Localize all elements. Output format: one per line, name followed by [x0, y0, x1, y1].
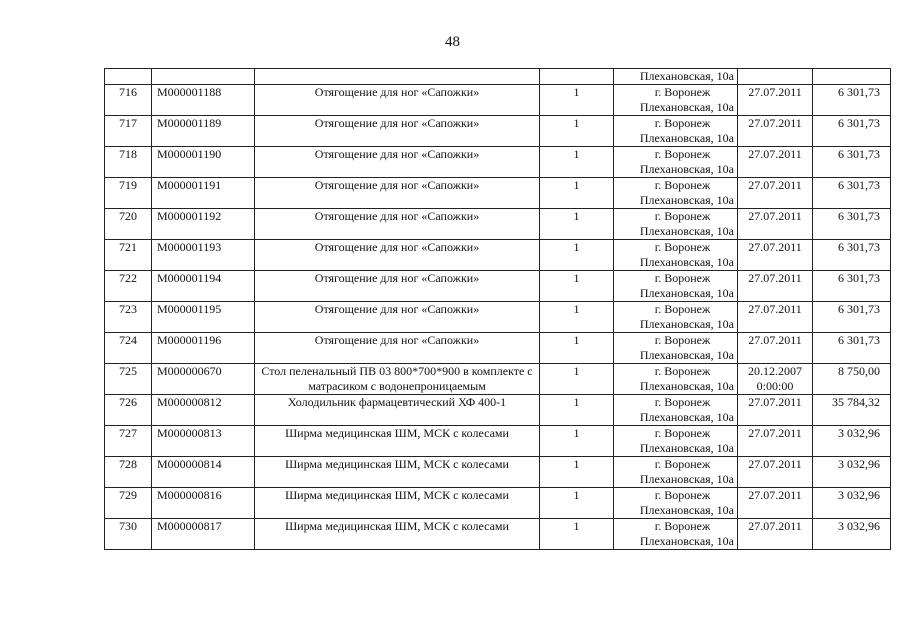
- inventory-table: [104, 68, 891, 550]
- date-value: 27.07.2011: [748, 302, 802, 316]
- date-value: 27.07.2011: [748, 209, 802, 223]
- table-row: [105, 519, 891, 550]
- inventory-table-body: [105, 69, 891, 550]
- table-row: [105, 178, 891, 209]
- address-city: г. Воронеж: [654, 426, 711, 440]
- address-street: Плехановская, 10а: [639, 317, 734, 331]
- table-row: [105, 147, 891, 178]
- cell-sum: 6 301,73: [813, 178, 891, 209]
- cell-sum: 6 301,73: [813, 85, 891, 116]
- date-value: 27.07.2011: [748, 395, 802, 409]
- address-street: Плехановская, 10а: [639, 441, 734, 455]
- address-city: г. Воронеж: [654, 209, 711, 223]
- table-row: [105, 302, 891, 333]
- cell-date: [738, 333, 813, 364]
- cell-sum: 6 301,73: [813, 333, 891, 364]
- cell-address: [614, 426, 738, 457]
- cell-sum: 3 032,96: [813, 426, 891, 457]
- cell-qty: [540, 69, 614, 85]
- date-time: 0:00:00: [756, 379, 794, 393]
- cell-address: [614, 519, 738, 550]
- date-value: 27.07.2011: [748, 457, 802, 471]
- cell-name: Отягощение для ног «Сапожки»: [255, 240, 540, 271]
- table-row: [105, 271, 891, 302]
- cell-sum: 35 784,32: [813, 395, 891, 426]
- cell-code: М000001191: [152, 178, 255, 209]
- cell-code: М000000670: [152, 364, 255, 395]
- cell-sum: 3 032,96: [813, 457, 891, 488]
- cell-qty: 1: [540, 116, 614, 147]
- cell-address: [614, 85, 738, 116]
- date-value: 27.07.2011: [748, 85, 802, 99]
- cell-sum: [813, 69, 891, 85]
- date-value: 27.07.2011: [748, 426, 802, 440]
- cell-qty: 1: [540, 302, 614, 333]
- address-city: г. Воронеж: [654, 395, 711, 409]
- cell-sum: 6 301,73: [813, 209, 891, 240]
- cell-qty: 1: [540, 364, 614, 395]
- cell-address: [614, 457, 738, 488]
- cell-qty: 1: [540, 457, 614, 488]
- cell-qty: 1: [540, 395, 614, 426]
- date-value: 27.07.2011: [748, 147, 802, 161]
- cell-name: Отягощение для ног «Сапожки»: [255, 271, 540, 302]
- cell-num: 728: [105, 457, 152, 488]
- cell-num: [105, 69, 152, 85]
- table-row: [105, 116, 891, 147]
- cell-num: 716: [105, 85, 152, 116]
- cell-num: 722: [105, 271, 152, 302]
- cell-address: [614, 302, 738, 333]
- cell-date: [738, 147, 813, 178]
- date-value: 27.07.2011: [748, 240, 802, 254]
- cell-date: [738, 519, 813, 550]
- cell-qty: 1: [540, 240, 614, 271]
- cell-address: [614, 147, 738, 178]
- cell-date: [738, 85, 813, 116]
- address-city: г. Воронеж: [654, 85, 711, 99]
- cell-num: 720: [105, 209, 152, 240]
- cell-address: [614, 209, 738, 240]
- cell-date: [738, 178, 813, 209]
- address-city: г. Воронеж: [654, 178, 711, 192]
- cell-address: [614, 240, 738, 271]
- address-street: Плехановская, 10а: [639, 100, 734, 114]
- cell-name: Ширма медицинская ШМ, МСК с колесами: [255, 519, 540, 550]
- cell-code: М000001195: [152, 302, 255, 333]
- cell-name: Стол пеленальный ПВ 03 800*700*900 в комплекте с матрасиком с водонепроницаемым: [255, 364, 540, 395]
- cell-qty: 1: [540, 519, 614, 550]
- cell-date: [738, 457, 813, 488]
- cell-address: Плехановская, 10а: [614, 69, 738, 85]
- cell-num: 730: [105, 519, 152, 550]
- cell-num: 723: [105, 302, 152, 333]
- table-row: [105, 395, 891, 426]
- cell-sum: 3 032,96: [813, 488, 891, 519]
- cell-name: Отягощение для ног «Сапожки»: [255, 85, 540, 116]
- cell-code: М000001189: [152, 116, 255, 147]
- cell-code: М000001196: [152, 333, 255, 364]
- cell-code: М000001194: [152, 271, 255, 302]
- cell-date: [738, 271, 813, 302]
- address-city: г. Воронеж: [654, 271, 711, 285]
- table-row: [105, 364, 891, 395]
- cell-date: [738, 209, 813, 240]
- cell-num: 718: [105, 147, 152, 178]
- address-street: Плехановская, 10а: [639, 255, 734, 269]
- address-street: Плехановская, 10а: [639, 193, 734, 207]
- cell-num: 729: [105, 488, 152, 519]
- cell-name: Отягощение для ног «Сапожки»: [255, 209, 540, 240]
- cell-qty: 1: [540, 333, 614, 364]
- address-city: г. Воронеж: [654, 519, 711, 533]
- address-city: г. Воронеж: [654, 333, 711, 347]
- address-city: г. Воронеж: [654, 488, 711, 502]
- cell-name: Ширма медицинская ШМ, МСК с колесами: [255, 457, 540, 488]
- address-city: г. Воронеж: [654, 457, 711, 471]
- cell-num: 725: [105, 364, 152, 395]
- cell-address: [614, 271, 738, 302]
- cell-code: [152, 69, 255, 85]
- date-value: 27.07.2011: [748, 519, 802, 533]
- cell-sum: 6 301,73: [813, 147, 891, 178]
- cell-address: [614, 333, 738, 364]
- page-number: 48: [445, 34, 460, 50]
- cell-name: Ширма медицинская ШМ, МСК с колесами: [255, 488, 540, 519]
- cell-num: 724: [105, 333, 152, 364]
- cell-num: 717: [105, 116, 152, 147]
- cell-sum: 6 301,73: [813, 271, 891, 302]
- cell-code: М000000813: [152, 426, 255, 457]
- cell-num: 726: [105, 395, 152, 426]
- cell-qty: 1: [540, 85, 614, 116]
- cell-code: М000001188: [152, 85, 255, 116]
- address-street: Плехановская, 10а: [639, 472, 734, 486]
- cell-code: М000000816: [152, 488, 255, 519]
- address-street: Плехановская, 10а: [639, 162, 734, 176]
- date-value: 27.07.2011: [748, 271, 802, 285]
- table-row: [105, 209, 891, 240]
- cell-code: М000000812: [152, 395, 255, 426]
- cell-qty: 1: [540, 271, 614, 302]
- cell-code: М000000814: [152, 457, 255, 488]
- table-row: [105, 85, 891, 116]
- cell-qty: 1: [540, 147, 614, 178]
- cell-sum: 3 032,96: [813, 519, 891, 550]
- cell-date: [738, 69, 813, 85]
- date-value: 20.12.2007: [748, 364, 802, 378]
- cell-sum: 6 301,73: [813, 116, 891, 147]
- date-value: 27.07.2011: [748, 178, 802, 192]
- cell-date: [738, 426, 813, 457]
- date-value: 27.07.2011: [748, 116, 802, 130]
- address-city: г. Воронеж: [654, 364, 711, 378]
- address-street: Плехановская, 10а: [639, 131, 734, 145]
- cell-code: М000001193: [152, 240, 255, 271]
- address-street: Плехановская, 10а: [639, 379, 734, 393]
- cell-address: [614, 488, 738, 519]
- cell-num: 719: [105, 178, 152, 209]
- address-street: Плехановская, 10а: [639, 224, 734, 238]
- cell-date: [738, 395, 813, 426]
- cell-sum: 6 301,73: [813, 240, 891, 271]
- address-street: Плехановская, 10а: [639, 286, 734, 300]
- cell-num: 727: [105, 426, 152, 457]
- table-row: [105, 240, 891, 271]
- cell-name: Холодильник фармацевтический ХФ 400-1: [255, 395, 540, 426]
- table-row: [105, 426, 891, 457]
- cell-code: М000001192: [152, 209, 255, 240]
- cell-name: Отягощение для ног «Сапожки»: [255, 116, 540, 147]
- cell-address: [614, 116, 738, 147]
- cell-address: [614, 395, 738, 426]
- cell-date: [738, 488, 813, 519]
- cell-name: [255, 69, 540, 85]
- cell-name: Отягощение для ног «Сапожки»: [255, 333, 540, 364]
- table-row: [105, 333, 891, 364]
- table-row: [105, 488, 891, 519]
- address-street: Плехановская, 10а: [639, 503, 734, 517]
- cell-name: Отягощение для ног «Сапожки»: [255, 147, 540, 178]
- cell-address: [614, 364, 738, 395]
- cell-qty: 1: [540, 488, 614, 519]
- cell-address: [614, 178, 738, 209]
- address-city: г. Воронеж: [654, 147, 711, 161]
- cell-num: 721: [105, 240, 152, 271]
- cell-date: [738, 240, 813, 271]
- address-city: г. Воронеж: [654, 116, 711, 130]
- table-row: [105, 457, 891, 488]
- cell-qty: 1: [540, 209, 614, 240]
- cell-sum: 8 750,00: [813, 364, 891, 395]
- address-street: Плехановская, 10а: [639, 348, 734, 362]
- cell-qty: 1: [540, 426, 614, 457]
- address-city: г. Воронеж: [654, 240, 711, 254]
- cell-sum: 6 301,73: [813, 302, 891, 333]
- cell-qty: 1: [540, 178, 614, 209]
- address-city: г. Воронеж: [654, 302, 711, 316]
- address-street: Плехановская, 10а: [639, 534, 734, 548]
- cell-name: Ширма медицинская ШМ, МСК с колесами: [255, 426, 540, 457]
- cell-date: [738, 364, 813, 395]
- cell-code: М000001190: [152, 147, 255, 178]
- address-street: Плехановская, 10а: [639, 410, 734, 424]
- cell-date: [738, 116, 813, 147]
- cell-name: Отягощение для ног «Сапожки»: [255, 302, 540, 333]
- date-value: 27.07.2011: [748, 333, 802, 347]
- date-value: 27.07.2011: [748, 488, 802, 502]
- cell-name: Отягощение для ног «Сапожки»: [255, 178, 540, 209]
- cell-date: [738, 302, 813, 333]
- cell-code: М000000817: [152, 519, 255, 550]
- continuation-row: [105, 69, 891, 85]
